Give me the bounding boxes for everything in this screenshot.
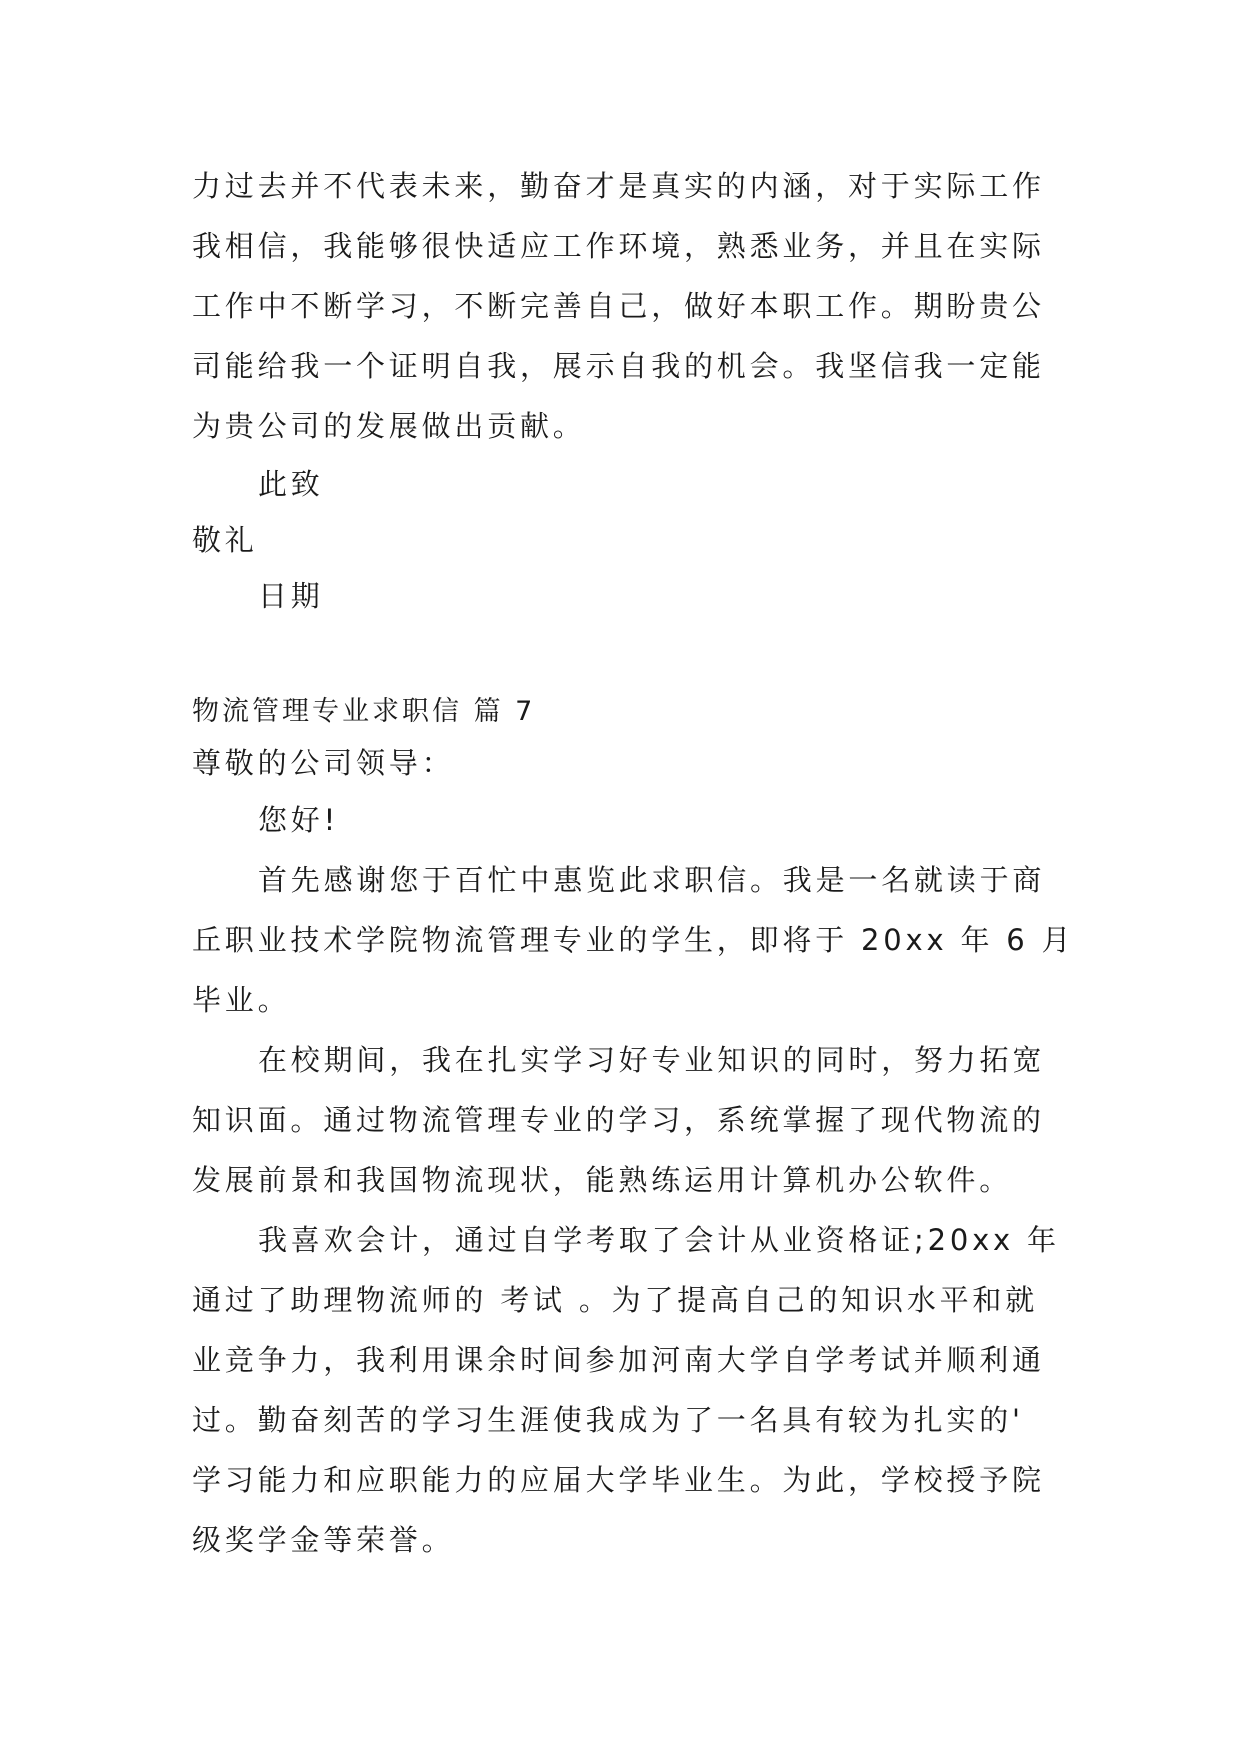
addressee: 尊敬的公司领导： [192, 746, 455, 780]
paragraph-line: 丘职业技术学院物流管理专业的学生，即将于 20xx 年 6 月 [192, 923, 1075, 957]
greeting: 您好! [258, 803, 340, 837]
paragraph-2 [192, 1030, 1062, 1210]
salute-text: 敬礼 [192, 523, 258, 557]
paragraph-line: 在校期间，我在扎实学习好专业知识的同时，努力拓宽 [258, 1043, 1046, 1077]
paragraph-line: 工作中不断学习，不断完善自己，做好本职工作。期盼贵公 [192, 289, 1045, 323]
paragraph-line: 首先感谢您于百忙中惠览此求职信。我是一名就读于商 [258, 863, 1046, 897]
paragraph-line: 我相信，我能够很快适应工作环境，熟悉业务，并且在实际 [192, 229, 1045, 263]
paragraph-line: 发展前景和我国物流现状，能熟练运用计算机办公软件。 [192, 1163, 1013, 1197]
paragraph-line: 通过了助理物流师的 考试 。为了提高自己的知识水平和就 [192, 1283, 1039, 1317]
letter-heading: 物流管理专业求职信 篇 7 [192, 696, 536, 727]
paragraph-line: 知识面。通过物流管理专业的学习，系统掌握了现代物流的 [192, 1103, 1045, 1137]
letter-7 [192, 688, 1075, 1570]
paragraph-line: 我喜欢会计，通过自学考取了会计从业资格证;20xx 年 [258, 1223, 1060, 1257]
previous-letter-ending [192, 156, 1062, 626]
paragraph-1 [192, 850, 1075, 1030]
paragraph-3 [192, 1210, 1062, 1570]
paragraph-line: 司能给我一个证明自我，展示自我的机会。我坚信我一定能 [192, 349, 1045, 383]
date-text: 日期 [258, 579, 324, 613]
paragraph-line: 过。勤奋刻苦的学习生涯使我成为了一名具有较为扎实的' [192, 1403, 1024, 1437]
paragraph-line: 力过去并不代表未来，勤奋才是真实的内涵，对于实际工作 [192, 169, 1045, 203]
paragraph-line: 级奖学金等荣誉。 [192, 1523, 455, 1557]
paragraph-line: 毕业。 [192, 983, 291, 1017]
paragraph-line: 业竞争力，我利用课余时间参加河南大学自学考试并顺利通 [192, 1343, 1045, 1377]
paragraph-line: 为贵公司的发展做出贡献。 [192, 409, 586, 443]
closing-text: 此致 [258, 467, 324, 501]
paragraph-line: 学习能力和应职能力的应届大学毕业生。为此，学校授予院 [192, 1463, 1045, 1497]
